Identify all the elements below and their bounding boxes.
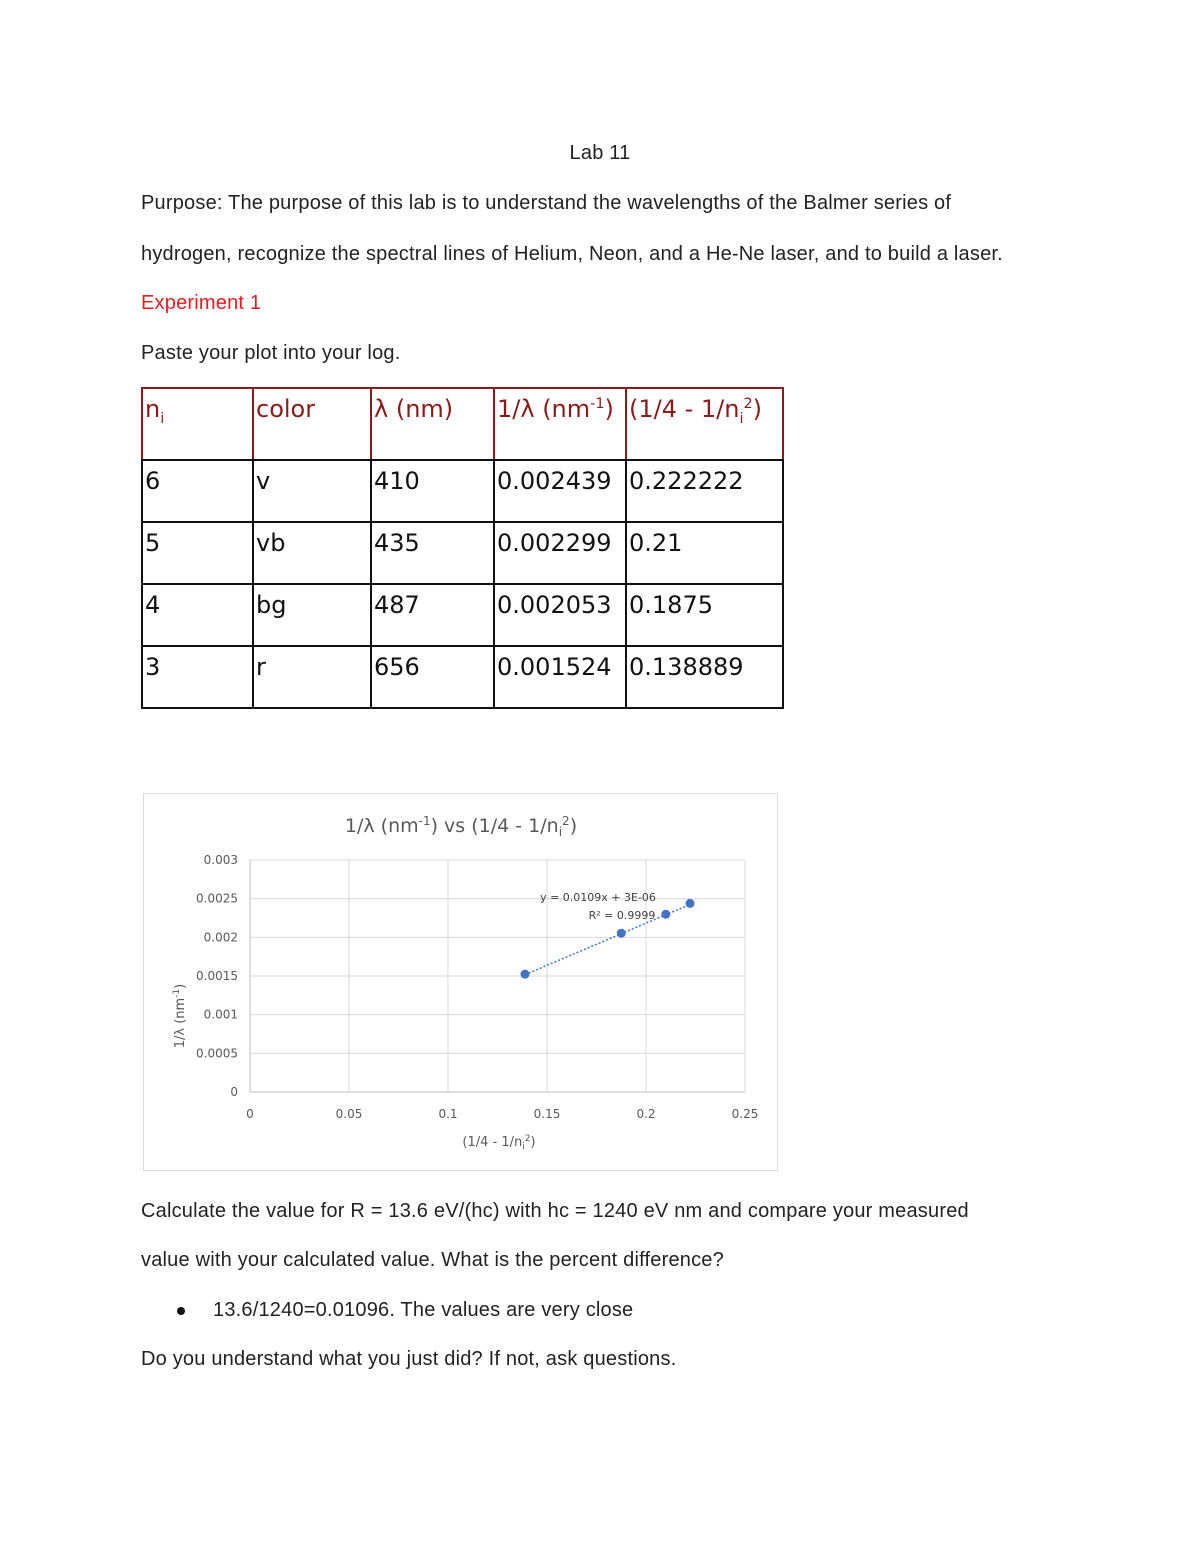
calc-instruction-line-2: value with your calculated value. What is the percent difference? (141, 1249, 724, 1271)
chart-title: 1/λ $(nm^{-1})$ vs $(1/4 - 1/n_i^2)$ (344, 814, 578, 839)
table-cell: v (253, 460, 371, 522)
x-tick-label: 0.1 (438, 1107, 458, 1121)
x-tick-label: 0 (246, 1107, 254, 1121)
balmer-data-table (141, 387, 784, 709)
table-row (142, 584, 783, 646)
x-axis-label: $(1/4 - 1/n_i^2)$ (462, 1134, 536, 1152)
closing-question: Do you understand what you just did? If not, ask questions. (141, 1348, 677, 1370)
table-cell: 4 (142, 584, 253, 646)
header-wavelength: λ (nm) (371, 388, 494, 460)
table-cell: 410 (371, 460, 494, 522)
r-squared-label: R² = 0.9999 (588, 909, 656, 922)
table-cell: 656 (371, 646, 494, 708)
table-cell: 435 (371, 522, 494, 584)
table-cell: 0.1875 (626, 584, 783, 646)
x-tick-label: 0.2 (636, 1107, 656, 1121)
table-cell: bg (253, 584, 371, 646)
chart-gridlines (250, 860, 745, 1092)
bullet-answer: 13.6/1240=0.01096. The values are very close (213, 1299, 634, 1321)
trendline-equation: y = 0.0109x + 3E-06 (540, 891, 656, 904)
table-cell: vb (253, 522, 371, 584)
table-row (142, 646, 783, 708)
x-tick-label: 0.25 (731, 1107, 759, 1121)
table-cell: 487 (371, 584, 494, 646)
table-header-row (142, 388, 783, 460)
table-cell: 0.002439 (494, 460, 626, 522)
table-cell: 6 (142, 460, 253, 522)
header-ni: $n_i$ (142, 388, 253, 460)
y-tick-label: 0.001 (203, 1007, 238, 1022)
table-cell: 0.222222 (626, 460, 783, 522)
x-tick-label: 0.05 (335, 1107, 363, 1121)
y-tick-label: 0.003 (203, 853, 238, 867)
purpose-line-2: hydrogen, recognize the spectral lines of Helium, Neon, and a He-Ne laser, and to build a laser. (141, 243, 1003, 265)
y-axis-label: 1/λ $(nm^{-1})$ (172, 983, 188, 1049)
document-title: Lab 11 (569, 142, 631, 164)
paste-instruction: Paste your plot into your log. (141, 342, 401, 364)
y-tick-label: 0.0015 (196, 969, 238, 983)
table-cell: 0.21 (626, 522, 783, 584)
data-point (685, 899, 694, 908)
calc-instruction-line-1: Calculate the value for R = 13.6 eV/(hc) with hc = 1240 eV nm and compare your measured (141, 1200, 969, 1222)
table-cell: 0.002053 (494, 584, 626, 646)
y-tick-label: 0.0005 (196, 1046, 238, 1061)
purpose-line-1: Purpose: The purpose of this lab is to understand the wavelengths of the Balmer series of (141, 192, 952, 214)
table-cell: r (253, 646, 371, 708)
x-tick-label: 0.15 (533, 1107, 561, 1121)
x-tick-labels (246, 1107, 758, 1121)
y-tick-label: 0.0025 (196, 891, 238, 906)
chart-container (143, 793, 778, 1171)
scatter-chart (144, 794, 779, 1172)
experiment-heading: Experiment 1 (141, 292, 262, 314)
header-energy-term: $(1/4 - 1/n_i^2)$ (626, 388, 783, 460)
bullet-icon (177, 1307, 185, 1315)
table-row (142, 522, 783, 584)
y-tick-label: 0 (230, 1085, 238, 1099)
table-row (142, 460, 783, 522)
table-cell: 3 (142, 646, 253, 708)
data-point (617, 929, 626, 938)
table-cell: 5 (142, 522, 253, 584)
table-cell: 0.138889 (626, 646, 783, 708)
table-cell: 0.002299 (494, 522, 626, 584)
y-tick-label: 0.002 (203, 930, 238, 945)
data-point (661, 910, 670, 919)
table-cell: 0.001524 (494, 646, 626, 708)
data-point (521, 970, 530, 979)
header-color: color (253, 388, 371, 460)
header-inverse-wavelength: 1/λ $(nm^{-1})$ (494, 388, 626, 460)
y-tick-labels (196, 853, 238, 1099)
